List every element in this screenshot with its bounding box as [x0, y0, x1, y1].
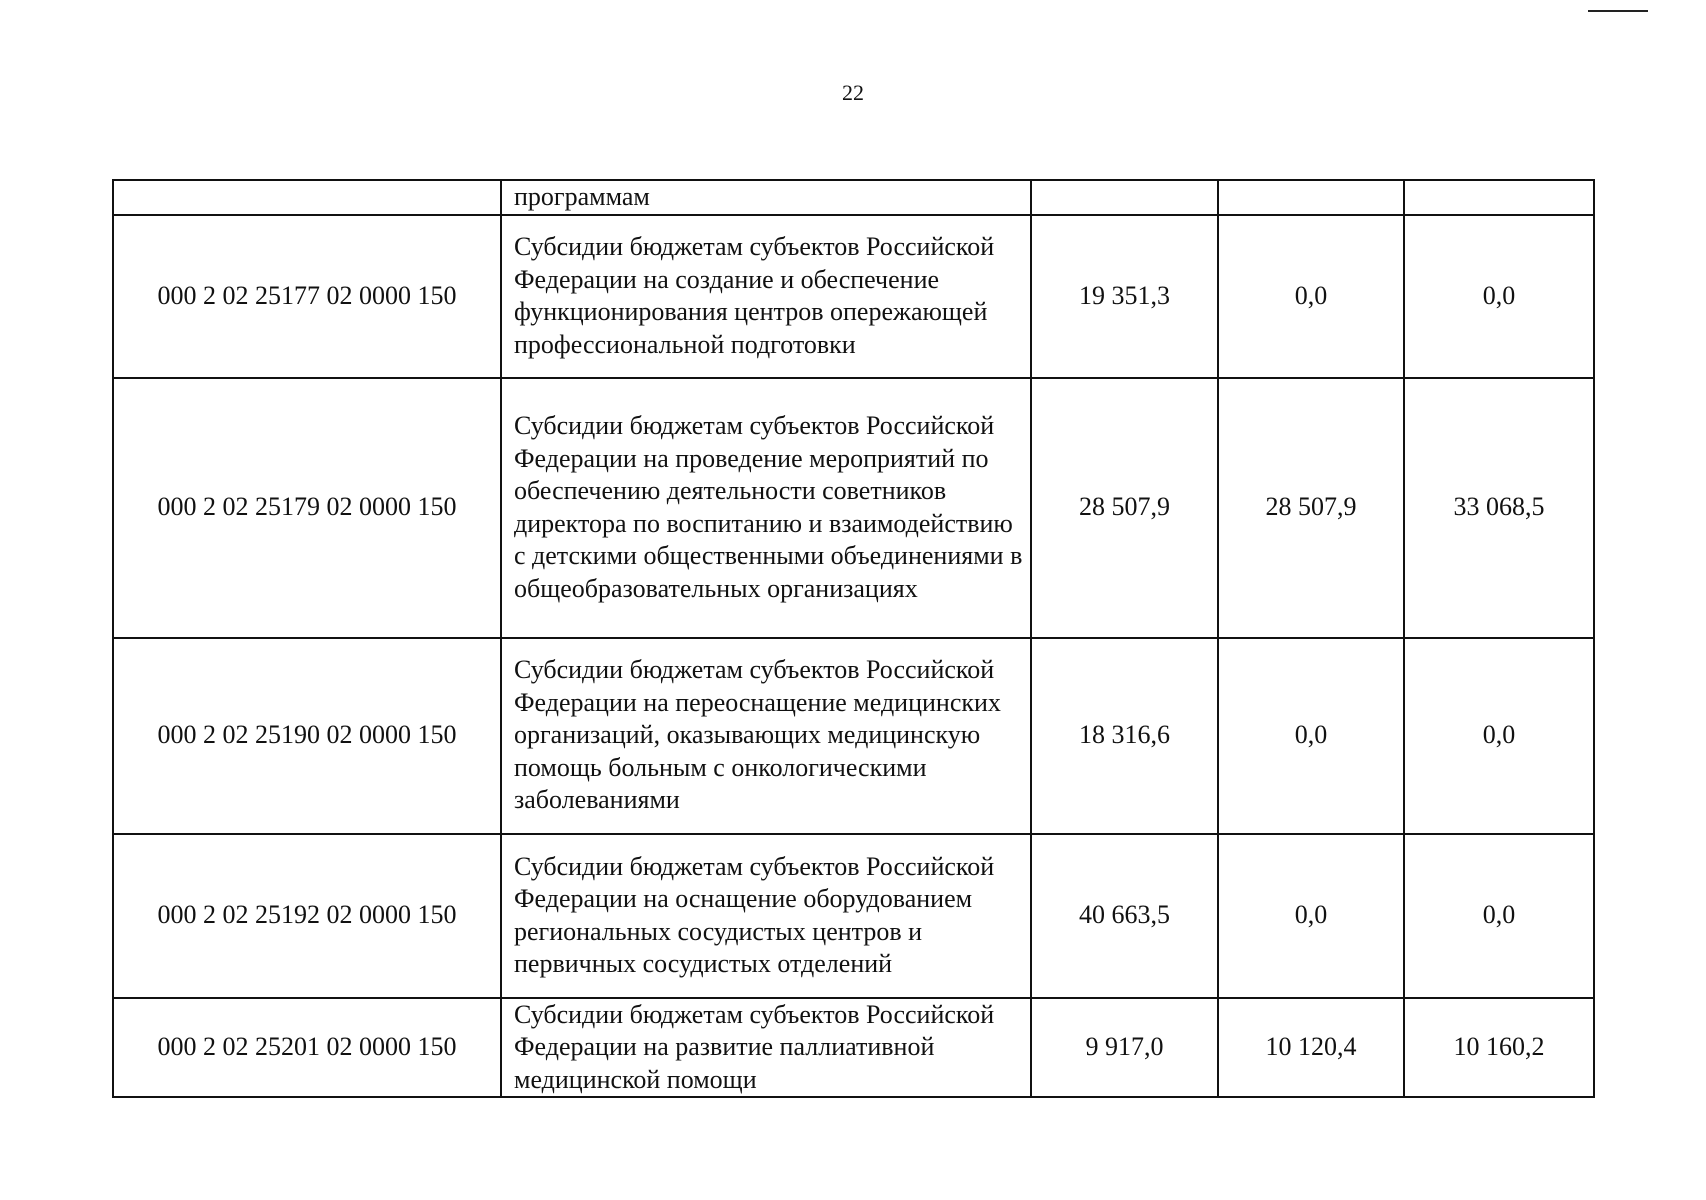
income-name: Субсидии бюджетам субъектов Российской Федерации на проведение мероприятий по обеспечению деятельности советников директора по воспитанию и взаимодействию с детскими общественными объединениями в общеобразовательных организациях	[501, 378, 1031, 638]
amount-year-3	[1404, 180, 1594, 215]
table-row	[113, 180, 1594, 215]
amount-year-3: 0,0	[1404, 638, 1594, 834]
table-row	[113, 215, 1594, 378]
table-row	[113, 998, 1594, 1098]
budget-code: 000 2 02 25201 02 0000 150	[113, 998, 501, 1098]
income-name: Субсидии бюджетам субъектов Российской Федерации на переоснащение медицинских организаций, оказывающих медицинскую помощь больным с онкологическими заболеваниями	[501, 638, 1031, 834]
amount-year-2: 0,0	[1218, 215, 1404, 378]
budget-code: 000 2 02 25190 02 0000 150	[113, 638, 501, 834]
page-number: 22	[842, 80, 864, 105]
amount-year-2: 0,0	[1218, 638, 1404, 834]
amount-year-1: 19 351,3	[1031, 215, 1218, 378]
income-name: Субсидии бюджетам субъектов Российской Федерации на оснащение оборудованием региональных сосудистых центров и первичных сосудистых отделений	[501, 834, 1031, 998]
amount-year-2: 28 507,9	[1218, 378, 1404, 638]
amount-year-3: 10 160,2	[1404, 998, 1594, 1098]
income-name: Субсидии бюджетам субъектов Российской Федерации на создание и обеспечение функционирования центров опережающей профессиональной подготовки	[501, 215, 1031, 378]
income-name: программам	[501, 180, 1031, 215]
table-row	[113, 834, 1594, 998]
amount-year-1: 18 316,6	[1031, 638, 1218, 834]
amount-year-1: 28 507,9	[1031, 378, 1218, 638]
budget-code: 000 2 02 25192 02 0000 150	[113, 834, 501, 998]
budget-code: 000 2 02 25177 02 0000 150	[113, 215, 501, 378]
income-name: Субсидии бюджетам субъектов Российской Федерации на развитие паллиативной медицинской помощи	[501, 998, 1031, 1098]
budget-code: 000 2 02 25179 02 0000 150	[113, 378, 501, 638]
amount-year-2: 0,0	[1218, 834, 1404, 998]
budget-table	[112, 179, 1595, 1098]
amount-year-2	[1218, 180, 1404, 215]
table-row	[113, 638, 1594, 834]
amount-year-3: 33 068,5	[1404, 378, 1594, 638]
amount-year-3: 0,0	[1404, 834, 1594, 998]
top-rule	[1588, 10, 1648, 12]
amount-year-3: 0,0	[1404, 215, 1594, 378]
table-row	[113, 378, 1594, 638]
amount-year-1: 9 917,0	[1031, 998, 1218, 1098]
amount-year-2: 10 120,4	[1218, 998, 1404, 1098]
amount-year-1	[1031, 180, 1218, 215]
amount-year-1: 40 663,5	[1031, 834, 1218, 998]
budget-code	[113, 180, 501, 215]
